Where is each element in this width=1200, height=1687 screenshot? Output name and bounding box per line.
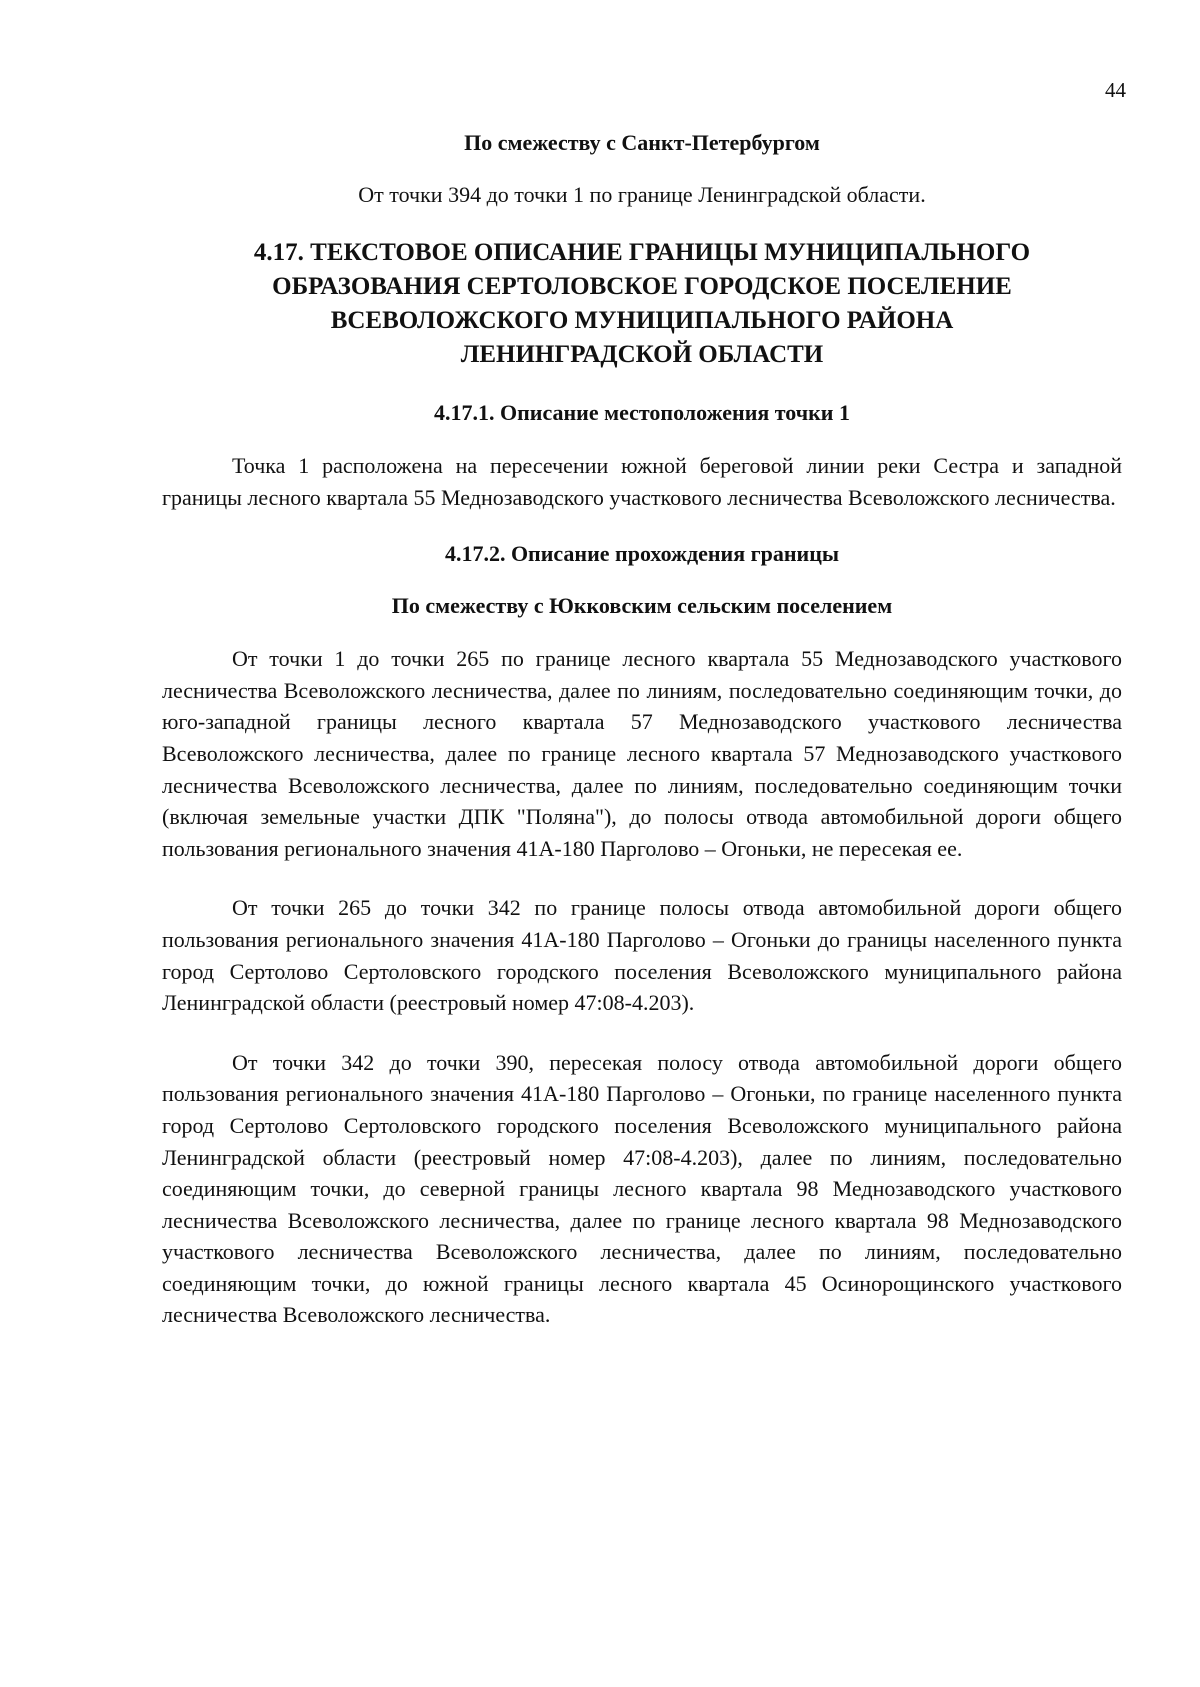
page-number: 44 [1105, 78, 1126, 102]
heading-adjacent-yukki: По смежеству с Юкковским сельским поселением [391, 593, 893, 619]
line-spb: От точки 394 до точки 1 по границе Ленинградской области. [358, 182, 926, 207]
paragraph-1: От точки 1 до точки 265 по границе лесного квартала 55 Меднозаводского участкового лесничества Всеволожского лесничества, далее по линиям, последовательно соединяющим точки, до юго-западной границы лесного квартала 57 Меднозаводского участкового лесничества Всеволожского лесничества, далее по границе лесного квартала 57 Меднозаводского участкового лесничества Всеволожского лесничества, далее по линиям, последовательно соединяющим точки (включая земельные участки ДПК "Поляна"), до полосы отвода автомобильной дороги общего пользования регионального значения 41А-180 Парголово – Огоньки, не пересекая ее. [162, 646, 1122, 861]
section-title-line-4: ЛЕНИНГРАДСКОЙ ОБЛАСТИ [460, 341, 824, 368]
subsection-1-text: Точка 1 расположена на пересечении южной береговой линии реки Сестра и западной границы лесного квартала 55 Меднозаводского участкового лесничества Всеволожского лесничества. [162, 453, 1122, 510]
paragraph-2: От точки 265 до точки 342 по границе полосы отвода автомобильной дороги общего пользования регионального значения 41А-180 Парголово – Огоньки до границы населенного пункта город Сертолово Сертоловского городского поселения Всеволожского муниципального района Ленинградской области (реестровый номер 47:08-4.203). [162, 895, 1122, 1016]
paragraph-3: От точки 342 до точки 390, пересекая полосу отвода автомобильной дороги общего пользования регионального значения 41А-180 Парголово – Огоньки, по границе населенного пункта город Сертолово Сертоловского городского поселения Всеволожского муниципального района Ленинградской области (реестровый номер 47:08-4.203), далее по линиям, последовательно соединяющим точки, до северной границы лесного квартала 98 Меднозаводского участкового лесничества Всеволожского лесничества, далее по границе лесного квартала 98 Меднозаводского участкового лесничества Всеволожского лесничества, далее по линиям, последовательно соединяющим точки, до южной границы лесного квартала 45 Осинорощинского участкового лесничества Всеволожского лесничества. [162, 1049, 1122, 1328]
subsection-1-title: 4.17.1. Описание местоположения точки 1 [434, 400, 850, 425]
section-title-line-1: 4.17. ТЕКСТОВОЕ ОПИСАНИЕ ГРАНИЦЫ МУНИЦИПАЛЬНОГО [253, 239, 1031, 266]
section-title-line-2: ОБРАЗОВАНИЯ СЕРТОЛОВСКОЕ ГОРОДСКОЕ ПОСЕЛЕНИЕ [272, 273, 1012, 300]
subsection-2-title: 4.17.2. Описание прохождения границы [444, 541, 840, 567]
page-content [162, 128, 1122, 1331]
section-title-line-3: ВСЕВОЛОЖСКОГО МУНИЦИПАЛЬНОГО РАЙОНА [330, 307, 954, 334]
heading-adjacent-spb: По смежеству с Санкт-Петербургом [464, 130, 820, 155]
section-title [162, 236, 1122, 372]
